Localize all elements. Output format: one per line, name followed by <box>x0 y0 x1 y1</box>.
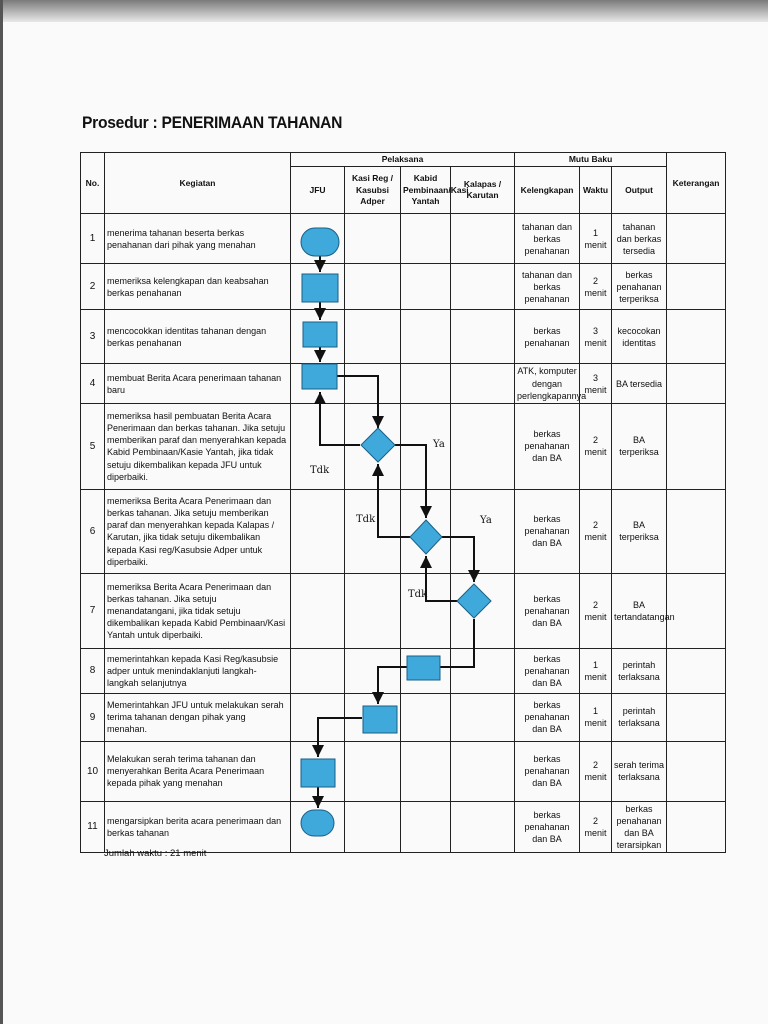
role-cell-kasi-reg <box>345 403 401 489</box>
role-cell-kasi-reg <box>345 801 401 853</box>
waktu-cell: 1 menit <box>580 693 612 741</box>
kegiatan-cell: membuat Berita Acara penerimaan tahanan baru <box>105 364 291 403</box>
role-cell-jfu <box>291 489 345 573</box>
role-cell-kabid <box>401 741 451 801</box>
header-pelaksana: Pelaksana <box>291 153 515 167</box>
role-cell-jfu <box>291 648 345 693</box>
kelengkapan-cell: berkas penahanan dan BA <box>515 573 580 648</box>
kegiatan-cell: menerima tahanan beserta berkas penahanan dari pihak yang menahan <box>105 214 291 264</box>
procedure-table <box>80 152 726 853</box>
role-cell-kabid <box>401 310 451 364</box>
row-number: 10 <box>81 741 105 801</box>
row-number: 2 <box>81 264 105 310</box>
role-cell-jfu <box>291 573 345 648</box>
keterangan-cell <box>667 364 726 403</box>
label-tdk-7: Tdk <box>408 589 428 600</box>
header-role-kasi-reg: Kasi Reg / Kasubsi Adper <box>345 167 401 214</box>
table-row <box>81 403 726 489</box>
role-cell-kasi-reg <box>345 364 401 403</box>
waktu-cell: 2 menit <box>580 264 612 310</box>
keterangan-cell <box>667 573 726 648</box>
output-cell: tahanan dan berkas tersedia <box>612 214 667 264</box>
role-cell-jfu <box>291 403 345 489</box>
keterangan-cell <box>667 489 726 573</box>
role-cell-kalapas <box>451 573 515 648</box>
output-cell: BA terperiksa <box>612 403 667 489</box>
role-cell-kalapas <box>451 741 515 801</box>
role-cell-jfu <box>291 741 345 801</box>
keterangan-cell <box>667 801 726 853</box>
role-cell-kasi-reg <box>345 310 401 364</box>
label-ya-6: Ya <box>480 515 492 526</box>
output-cell: perintah terlaksana <box>612 693 667 741</box>
header-output: Output <box>612 167 667 214</box>
kegiatan-cell: mencocokkan identitas tahanan dengan berkas penahanan <box>105 310 291 364</box>
role-cell-jfu <box>291 310 345 364</box>
label-tdk-5: Tdk <box>310 465 330 476</box>
label-ya-5: Ya <box>433 439 445 450</box>
role-cell-kabid <box>401 693 451 741</box>
role-cell-kasi-reg <box>345 489 401 573</box>
waktu-cell: 1 menit <box>580 648 612 693</box>
output-cell: serah terima terlaksana <box>612 741 667 801</box>
table-row <box>81 801 726 853</box>
table-row <box>81 741 726 801</box>
role-cell-kalapas <box>451 264 515 310</box>
keterangan-cell <box>667 648 726 693</box>
kegiatan-cell: mengarsipkan berita acara penerimaan dan berkas tahanan <box>105 801 291 853</box>
role-cell-kasi-reg <box>345 573 401 648</box>
role-cell-kabid <box>401 489 451 573</box>
role-cell-kabid <box>401 403 451 489</box>
kelengkapan-cell: berkas penahanan dan BA <box>515 741 580 801</box>
waktu-cell: 1 menit <box>580 214 612 264</box>
kelengkapan-cell: berkas penahanan dan BA <box>515 648 580 693</box>
kegiatan-cell: memeriksa kelengkapan dan keabsahan berkas penahanan <box>105 264 291 310</box>
output-cell: berkas penahanan dan BA terarsipkan <box>612 801 667 853</box>
header-role-jfu: JFU <box>291 167 345 214</box>
kelengkapan-cell: berkas penahanan <box>515 310 580 364</box>
role-cell-kabid <box>401 573 451 648</box>
keterangan-cell <box>667 741 726 801</box>
header-role-kalapas: Kalapas / Karutan <box>451 167 515 214</box>
row-number: 9 <box>81 693 105 741</box>
kegiatan-cell: Memerintahkan JFU untuk melakukan serah terima tahanan dengan pihak yang menahan. <box>105 693 291 741</box>
role-cell-kalapas <box>451 310 515 364</box>
role-cell-jfu <box>291 264 345 310</box>
row-number: 11 <box>81 801 105 853</box>
label-tdk-6: Tdk <box>356 514 376 525</box>
waktu-cell: 2 menit <box>580 801 612 853</box>
role-cell-jfu <box>291 801 345 853</box>
waktu-cell: 3 menit <box>580 364 612 403</box>
table-row <box>81 364 726 403</box>
header-kegiatan: Kegiatan <box>105 153 291 214</box>
table-row <box>81 648 726 693</box>
header-waktu: Waktu <box>580 167 612 214</box>
kelengkapan-cell: tahanan dan berkas penahanan <box>515 264 580 310</box>
role-cell-kalapas <box>451 364 515 403</box>
role-cell-jfu <box>291 364 345 403</box>
output-cell: kecocokan identitas <box>612 310 667 364</box>
kelengkapan-cell: berkas penahanan dan BA <box>515 403 580 489</box>
role-cell-kabid <box>401 801 451 853</box>
kegiatan-cell: memeriksa Berita Acara Penerimaan dan berkas tahanan. Jika setuju menandatangani, jika tidak setuju dikembalikan kepada Kabid Pembinaan/Kasi Yantah untuk diperbaiki. <box>105 573 291 648</box>
role-cell-kasi-reg <box>345 693 401 741</box>
role-cell-kasi-reg <box>345 648 401 693</box>
row-number: 6 <box>81 489 105 573</box>
role-cell-kasi-reg <box>345 741 401 801</box>
kelengkapan-cell: ATK, komputer dengan perlengkapannya <box>515 364 580 403</box>
role-cell-kabid <box>401 214 451 264</box>
table-row <box>81 310 726 364</box>
output-cell: perintah terlaksana <box>612 648 667 693</box>
role-cell-kalapas <box>451 693 515 741</box>
table-row <box>81 264 726 310</box>
header-no: No. <box>81 153 105 214</box>
waktu-cell: 2 menit <box>580 741 612 801</box>
role-cell-kabid <box>401 364 451 403</box>
row-number: 5 <box>81 403 105 489</box>
role-cell-jfu <box>291 214 345 264</box>
kelengkapan-cell: berkas penahanan dan BA <box>515 489 580 573</box>
role-cell-kabid <box>401 264 451 310</box>
output-cell: berkas penahanan terperiksa <box>612 264 667 310</box>
row-number: 4 <box>81 364 105 403</box>
total-time: Jumlah waktu : 21 menit <box>104 848 207 859</box>
kelengkapan-cell: tahanan dan berkas penahanan <box>515 214 580 264</box>
output-cell: BA terperiksa <box>612 489 667 573</box>
waktu-cell: 3 menit <box>580 310 612 364</box>
kegiatan-cell: Melakukan serah terima tahanan dan menyerahkan Berita Acara Penerimaan kepada pihak yang menahan <box>105 741 291 801</box>
table-row <box>81 489 726 573</box>
kegiatan-cell: memerintahkan kepada Kasi Reg/kasubsie adper untuk menindaklanjuti langkah-langkah selanjutnya <box>105 648 291 693</box>
waktu-cell: 2 menit <box>580 489 612 573</box>
keterangan-cell <box>667 693 726 741</box>
keterangan-cell <box>667 403 726 489</box>
header-kelengkapan: Kelengkapan <box>515 167 580 214</box>
keterangan-cell <box>667 264 726 310</box>
row-number: 8 <box>81 648 105 693</box>
kelengkapan-cell: berkas penahanan dan BA <box>515 801 580 853</box>
role-cell-kalapas <box>451 489 515 573</box>
role-cell-kasi-reg <box>345 264 401 310</box>
scan-edge-left <box>0 0 3 1024</box>
role-cell-kalapas <box>451 801 515 853</box>
role-cell-kalapas <box>451 403 515 489</box>
table-row <box>81 573 726 648</box>
row-number: 7 <box>81 573 105 648</box>
header-role-kabid: Kabid Pembinaan/Kasi Yantah <box>401 167 451 214</box>
role-cell-kalapas <box>451 214 515 264</box>
header-keterangan: Keterangan <box>667 153 726 214</box>
role-cell-kasi-reg <box>345 214 401 264</box>
row-number: 1 <box>81 214 105 264</box>
header-mutu-baku: Mutu Baku <box>515 153 667 167</box>
page-title: Prosedur : PENERIMAAN TAHANAN <box>82 113 343 132</box>
row-number: 3 <box>81 310 105 364</box>
output-cell: BA tersedia <box>612 364 667 403</box>
table-row <box>81 693 726 741</box>
waktu-cell: 2 menit <box>580 403 612 489</box>
kegiatan-cell: memeriksa Berita Acara Penerimaan dan berkas tahanan. Jika setuju memberikan paraf dan menyerahkan kepada Kalapas / Karutan, jika tidak setuju dikembalikan kepada Kasi reg/Kasubsie Adper untuk diperbaiki. <box>105 489 291 573</box>
kelengkapan-cell: berkas penahanan dan BA <box>515 693 580 741</box>
output-cell: BA tertandatangan <box>612 573 667 648</box>
kegiatan-cell: memeriksa hasil pembuatan Berita Acara Penerimaan dan berkas tahanan. Jika setuju memberikan paraf dan menyerahkan kepada Kabid Pembinaan/Kasie Yantah, jika tidak setuju dikembalikan kepada JFU untuk diperbaiki. <box>105 403 291 489</box>
table-row <box>81 214 726 264</box>
role-cell-jfu <box>291 693 345 741</box>
role-cell-kalapas <box>451 648 515 693</box>
waktu-cell: 2 menit <box>580 573 612 648</box>
keterangan-cell <box>667 310 726 364</box>
scan-edge-top <box>0 0 768 22</box>
role-cell-kabid <box>401 648 451 693</box>
procedure-rows <box>81 214 726 853</box>
keterangan-cell <box>667 214 726 264</box>
